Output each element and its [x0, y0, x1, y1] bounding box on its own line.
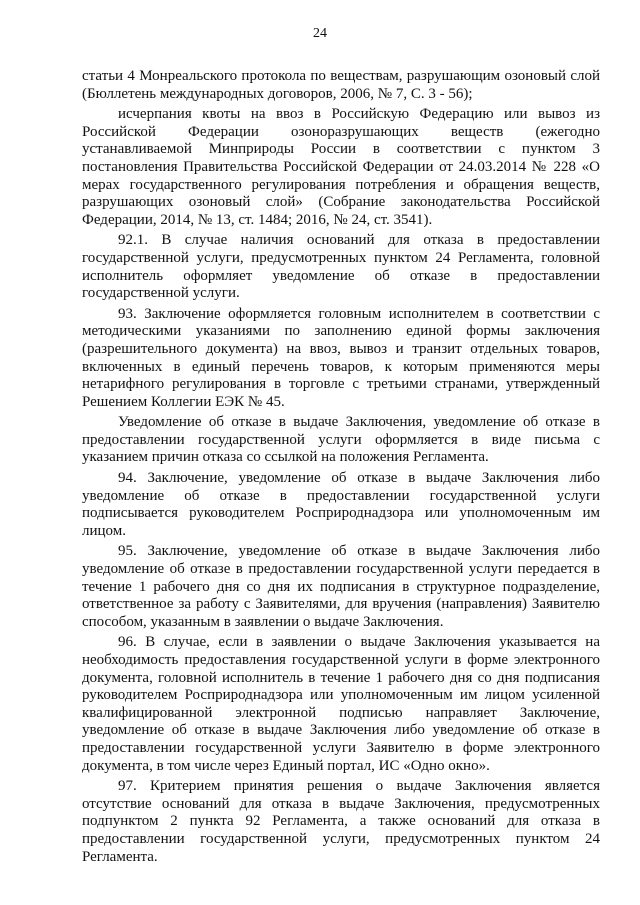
page-number: 24: [313, 26, 327, 41]
paragraph: 92.1. В случае наличия оснований для отказа в предоставлении государственной услуги, предусмотренных пунктом 24 Регламента, головной исполнитель оформляет уведомление об отказе в предоставлении государственной услуги.: [82, 232, 600, 302]
paragraph: Уведомление об отказе в выдаче Заключения, уведомление об отказе в предоставлении государственной услуги оформляется в виде письма с указанием причин отказа со ссылкой на положения Регламента.: [82, 414, 600, 466]
paragraph: исчерпания квоты на ввоз в Российскую Федерацию или вывоз из Российской Федерации озоноразрушающих веществ (ежегодно устанавливаемой Минприроды России в соответствии с пунктом 3 постановления Правительства Российской Федерации от 24.03.2014 № 228 «О мерах государственного регулирования потребления и обращения веществ, разрушающих озоновый слой» (Собрание законодательства Российской Федерации, 2014, № 13, ст. 1484; 2016, № 24, ст. 3541).: [82, 106, 600, 228]
paragraph: статьи 4 Монреальского протокола по веществам, разрушающим озоновый слой (Бюллетень международных договоров, 2006, № 7, С. 3 - 56);: [82, 68, 600, 102]
paragraph: 96. В случае, если в заявлении о выдаче Заключения указывается на необходимость предоставления государственной услуги в форме электронного документа, головной исполнитель в течение 1 рабочего дня со дня подписания руководителем Росприроднадзора или уполномоченным им лицом усиленной квалифицированной электронной подписью направляет Заключение, уведомление об отказе в выдаче Заключения либо уведомление об отказе в предоставлении государственной услуги Заявителю в форме электронного документа, в том числе через Единый портал, ИС «Одно окно».: [82, 634, 600, 774]
paragraph: 95. Заключение, уведомление об отказе в выдаче Заключения либо уведомление об отказе в предоставлении государственной услуги передается в течение 1 рабочего дня со дня их подписания в структурное подразделение, ответственное за работу с Заявителями, для вручения (направления) Заявителю способом, указанным в заявлении о выдаче Заключения.: [82, 543, 600, 630]
paragraph: 94. Заключение, уведомление об отказе в выдаче Заключения либо уведомление об отказе в предоставлении государственной услуги подписывается руководителем Росприроднадзора или уполномоченным им лицом.: [82, 470, 600, 539]
document-body: [82, 68, 600, 869]
paragraph: 93. Заключение оформляется головным исполнителем в соответствии с методическими указаниями по заполнению единой формы заключения (разрешительного документа) на ввоз, вывоз и транзит отдельных товаров, включенных в единый перечень товаров, к которым применяются меры нетарифного регулирования в торговле с третьими странами, утвержденный Решением Коллегии ЕЭК № 45.: [82, 305, 600, 410]
paragraph: 97. Критерием принятия решения о выдаче Заключения является отсутствие оснований для отказа в выдаче Заключения, предусмотренных подпунктом 2 пункта 92 Регламента, а также оснований для отказа в предоставлении государственной услуги, предусмотренных пунктом 24 Регламента.: [82, 778, 600, 865]
